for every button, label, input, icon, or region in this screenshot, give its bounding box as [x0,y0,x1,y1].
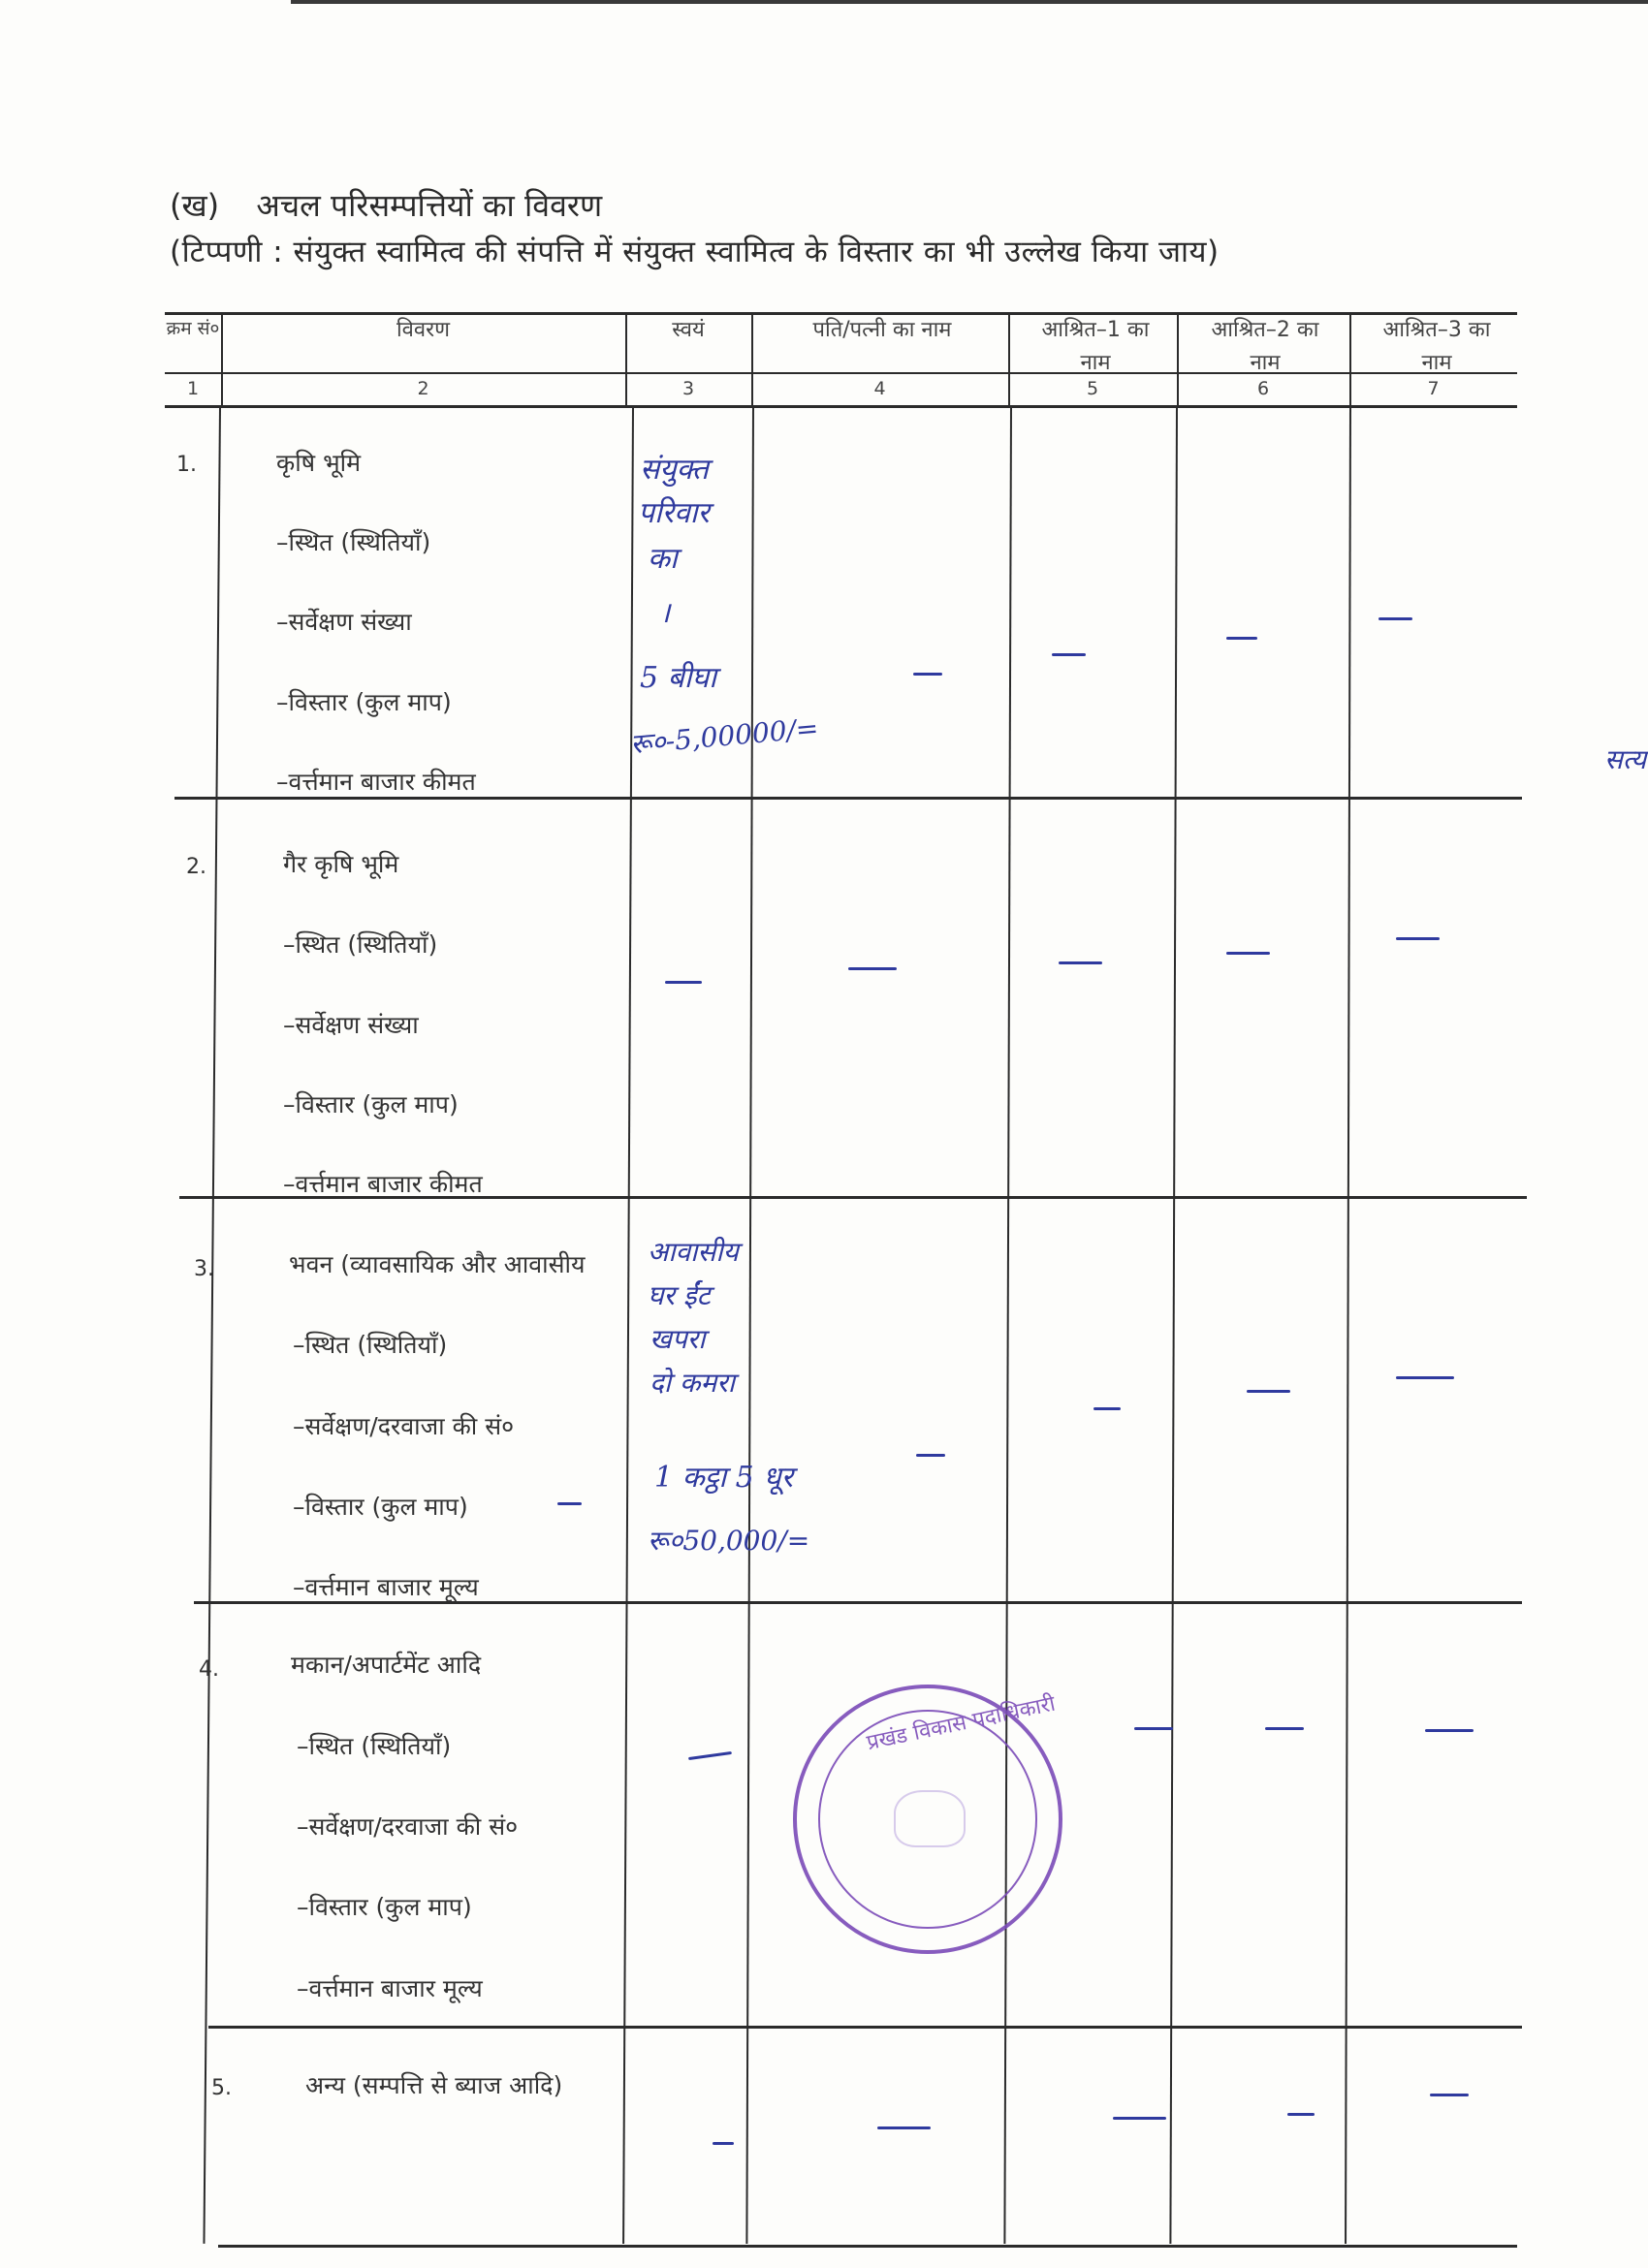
row-title: कृषि भूमि [276,449,362,477]
col-num-7: 7 [1427,378,1440,399]
row-subitem: –स्थित (स्थितियाँ) [276,528,431,556]
dash-mark [1247,1390,1290,1393]
table-bottom-rule [218,2245,1517,2248]
dash-mark [1226,637,1257,640]
body-col-sep [745,407,754,2244]
row-number: 3. [194,1257,214,1281]
row-title: भवन (व्यावसायिक और आवासीय [289,1250,586,1278]
col-num-2: 2 [417,378,429,399]
row-subitem: –विस्तार (कुल माप) [293,1493,468,1521]
handwritten-entry: रू०-5,00000/= [628,711,820,761]
handwritten-entry: दो कमरा [650,1367,735,1399]
handwritten-entry: 5 बीघा [640,661,717,695]
dash-mark [665,981,702,984]
row-title: मकान/अपार्टमेंट आदि [291,1651,482,1679]
handwritten-entry: परिवार [638,496,710,530]
seal-emblem [894,1790,966,1847]
section-note: (टिप्पणी : संयुक्त स्वामित्व की संपत्ति में संयुक्त स्वामित्व के विस्तार का भी उल्लेख किया जाय) [170,235,1220,269]
row-title: गैर कृषि भूमि [283,850,399,878]
section-label: (ख) [170,187,220,224]
row-subitem: –विस्तार (कुल माप) [283,1090,459,1118]
dash-mark [1134,1727,1173,1730]
row-subitem: –स्थित (स्थितियाँ) [297,1732,452,1760]
row-subitem: –वर्त्तमान बाजार कीमत [276,768,476,796]
section-heading [170,184,602,226]
handwritten-entry: संयुक्त [640,453,709,487]
header-description: विवरण [396,318,451,342]
seal-text: प्रखंड विकास पदाधिकारी [864,1691,1058,1756]
dash-mark [557,1502,582,1505]
row-number: 4. [199,1657,219,1682]
header-spouse: पति/पत्नी का नाम [812,318,952,342]
row-subitem: –सर्वेक्षण/दरवाजा की सं० [293,1412,515,1440]
dash-mark [1113,2117,1166,2120]
handwritten-entry: । [659,596,671,630]
dash-mark [1396,937,1440,940]
handwritten-entry: आवासीय [648,1236,739,1268]
row-divider [208,2026,1522,2029]
dash-mark [1379,617,1412,620]
dash-mark [1430,2094,1469,2096]
body-col-sep [622,407,634,2244]
section-title: अचल परिसम्पत्तियों का विवरण [256,187,603,224]
dash-mark [916,1454,945,1457]
col-num-4: 4 [873,378,886,399]
header-bottom-rule [165,405,1517,408]
dash-mark [913,673,942,676]
handwritten-entry: का [648,542,678,576]
body-col-sep [1345,407,1351,2244]
col-num-5: 5 [1086,378,1099,399]
row-subitem: –विस्तार (कुल माप) [276,688,452,716]
handwritten-entry: 1 कट्ठा 5 धूर [654,1461,793,1495]
col-num-6: 6 [1256,378,1270,399]
official-seal [793,1685,1062,1954]
row-number: 2. [186,855,206,879]
header-dependent-1: आश्रित–1 का नाम [1041,318,1150,375]
body-col-sep [1169,407,1178,2244]
row-subitem: –वर्त्तमान बाजार मूल्य [293,1573,479,1601]
handwritten-entry: खपरा [650,1323,706,1355]
row-subitem: –स्थित (स्थितियाँ) [293,1331,448,1359]
assets-table [165,312,1517,2246]
dash-mark [1093,1407,1121,1410]
row-number: 1. [176,453,197,477]
header-serial: क्रम सं० [166,318,220,339]
col-num-1: 1 [186,378,200,399]
margin-note: सत्य [1604,743,1647,775]
dash-mark [1226,952,1270,955]
dash-mark [1265,1727,1304,1730]
row-subitem: –स्थित (स्थितियाँ) [283,930,438,959]
dash-mark [1052,653,1086,656]
header-dependent-3: आश्रित–3 का नाम [1382,318,1491,375]
row-subitem: –वर्त्तमान बाजार मूल्य [297,1974,483,2002]
dash-mark [877,2126,931,2129]
row-subitem: –सर्वेक्षण/दरवाजा की सं० [297,1812,519,1841]
body-col-sep [203,407,221,2244]
col-num-3: 3 [681,378,695,399]
row-number: 5. [211,2076,232,2100]
dash-mark [713,2142,734,2145]
dash-mark [1425,1729,1474,1732]
row-subitem: –विस्तार (कुल माप) [297,1893,472,1921]
dash-mark [1287,2113,1315,2116]
body-col-sep [1003,407,1012,2244]
dash-mark [688,1751,732,1760]
dash-mark [848,967,897,970]
row-subitem: –सर्वेक्षण संख्या [283,1011,419,1039]
header-dependent-2: आश्रित–2 का नाम [1211,318,1319,375]
row-title: अन्य (सम्पत्ति से ब्याज आदि) [305,2071,563,2099]
dash-mark [1396,1376,1454,1379]
top-border-line [291,0,1648,4]
row-subitem: –सर्वेक्षण संख्या [276,608,412,636]
header-self: स्वयं [672,318,705,342]
handwritten-entry: रू०50,000/= [648,1525,810,1557]
handwritten-entry: घर ईंट [648,1279,711,1311]
dash-mark [1059,961,1102,964]
row-subitem: –वर्त्तमान बाजार कीमत [283,1170,483,1198]
